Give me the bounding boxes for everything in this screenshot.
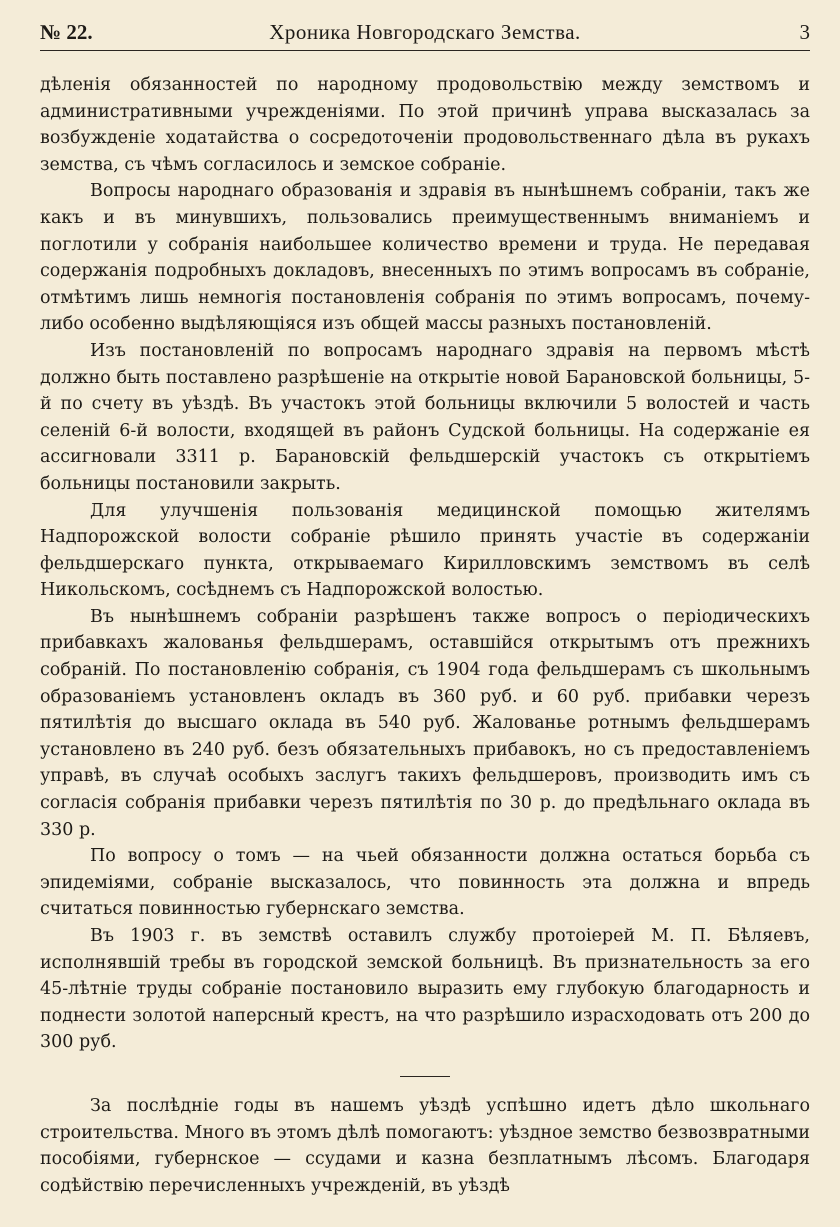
paragraph: За послѣдніе годы въ нашемъ уѣздѣ успѣшно идетъ дѣло школьнаго строительства. Много въ этомъ дѣлѣ помогаютъ: уѣздное земство безвозвратными пособіями, губернское — ссудами и казна безплатнымъ лѣсомъ. Благодаря содѣйствію перечисленныхъ учрежденій, въ уѣздѣ xyxy=(40,1095,810,1196)
page-number: 3 xyxy=(799,20,810,44)
running-header xyxy=(40,20,810,48)
paragraph: Въ нынѣшнемъ собраніи разрѣшенъ также вопросъ о періодическихъ прибавкахъ жалованья фельдшерамъ, оставшійся открытымъ отъ прежнихъ собраній. По постановленію собранія, съ 1904 года фельдшерамъ съ школьнымъ образованіемъ установленъ окладъ въ 360 руб. и 60 руб. прибавки черезъ пятилѣтія до высшаго оклада въ 540 руб. Жалованье ротнымъ фельдшерамъ установлено въ 240 руб. безъ обязательныхъ прибавокъ, но съ предоставленіемъ управѣ, въ случаѣ особыхъ заслугъ такихъ фельдшеровъ, производить имъ съ согласія собранія прибавки черезъ пятилѣтія по 30 р. до предѣльнаго оклада въ 330 р. xyxy=(40,606,810,840)
issue-number: № 22. xyxy=(40,20,93,44)
paragraph: Вопросы народнаго образованія и здравія въ нынѣшнемъ собраніи, такъ же какъ и въ минувшихъ, пользовались преимущественнымъ вниманіемъ и поглотили у собранія наибольшее количество времени и труда. Не передавая содержанія подробныхъ докладовъ, внесенныхъ по этимъ вопросамъ въ собраніе, отмѣтимъ лишь немногія постановленія собранія по этимъ вопросамъ, почему-либо особенно выдѣляющіяся изъ общей массы разныхъ постановленій. xyxy=(40,181,810,335)
paragraph: Изъ постановленій по вопросамъ народнаго здравія на первомъ мѣстѣ должно быть поставлено разрѣшеніе на открытіе новой Барановской больницы, 5-й по счету въ уѣздѣ. Въ участокъ этой больницы включили 5 волостей и часть селеній 6-й волости, входящей въ районъ Судской больницы. На содержаніе ея ассигновали 3311 р. Барановскій фельдшерскій участокъ съ открытіемъ больницы постановили закрыть. xyxy=(40,340,810,494)
paragraph: Для улучшенія пользованія медицинской помощью жителямъ Надпорожской волости собраніе рѣшило принять участіе въ содержаніи фельдшерскаго пункта, открываемаго Кирилловскимъ земствомъ въ селѣ Никольскомъ, сосѣднемъ съ Надпорожской волостью. xyxy=(40,500,810,601)
journal-title: Хроника Новгородскаго Земства. xyxy=(269,20,581,44)
paragraph: По вопросу о томъ — на чьей обязанности должна остаться борьба съ эпидеміями, собраніе высказалось, что повинность эта должна и впредь считаться повинностью губернскаго земства. xyxy=(40,846,810,920)
header-rule xyxy=(40,50,810,51)
paragraph: дѣленія обязанностей по народному продовольствію между земствомъ и административными учрежденіями. По этой причинѣ управа высказалась за возбужденіе ходатайства о сосредоточеніи продовольственнаго дѣла въ рукахъ земства, съ чѣмъ согласилось и земское собраніе. xyxy=(40,75,810,175)
paragraph: Въ 1903 г. въ земствѣ оставилъ службу протоіерей М. П. Бѣляевъ, исполнявшій требы въ городской земской больницѣ. Въ признательность за его 45-лѣтніе труды собраніе постановило выразить ему глубокую благодарность и поднести золотой наперсный крестъ, на что разрѣшило израсходовать отъ 200 до 300 руб. xyxy=(40,926,810,1053)
section-divider xyxy=(400,1076,450,1077)
article-body xyxy=(40,72,810,1199)
